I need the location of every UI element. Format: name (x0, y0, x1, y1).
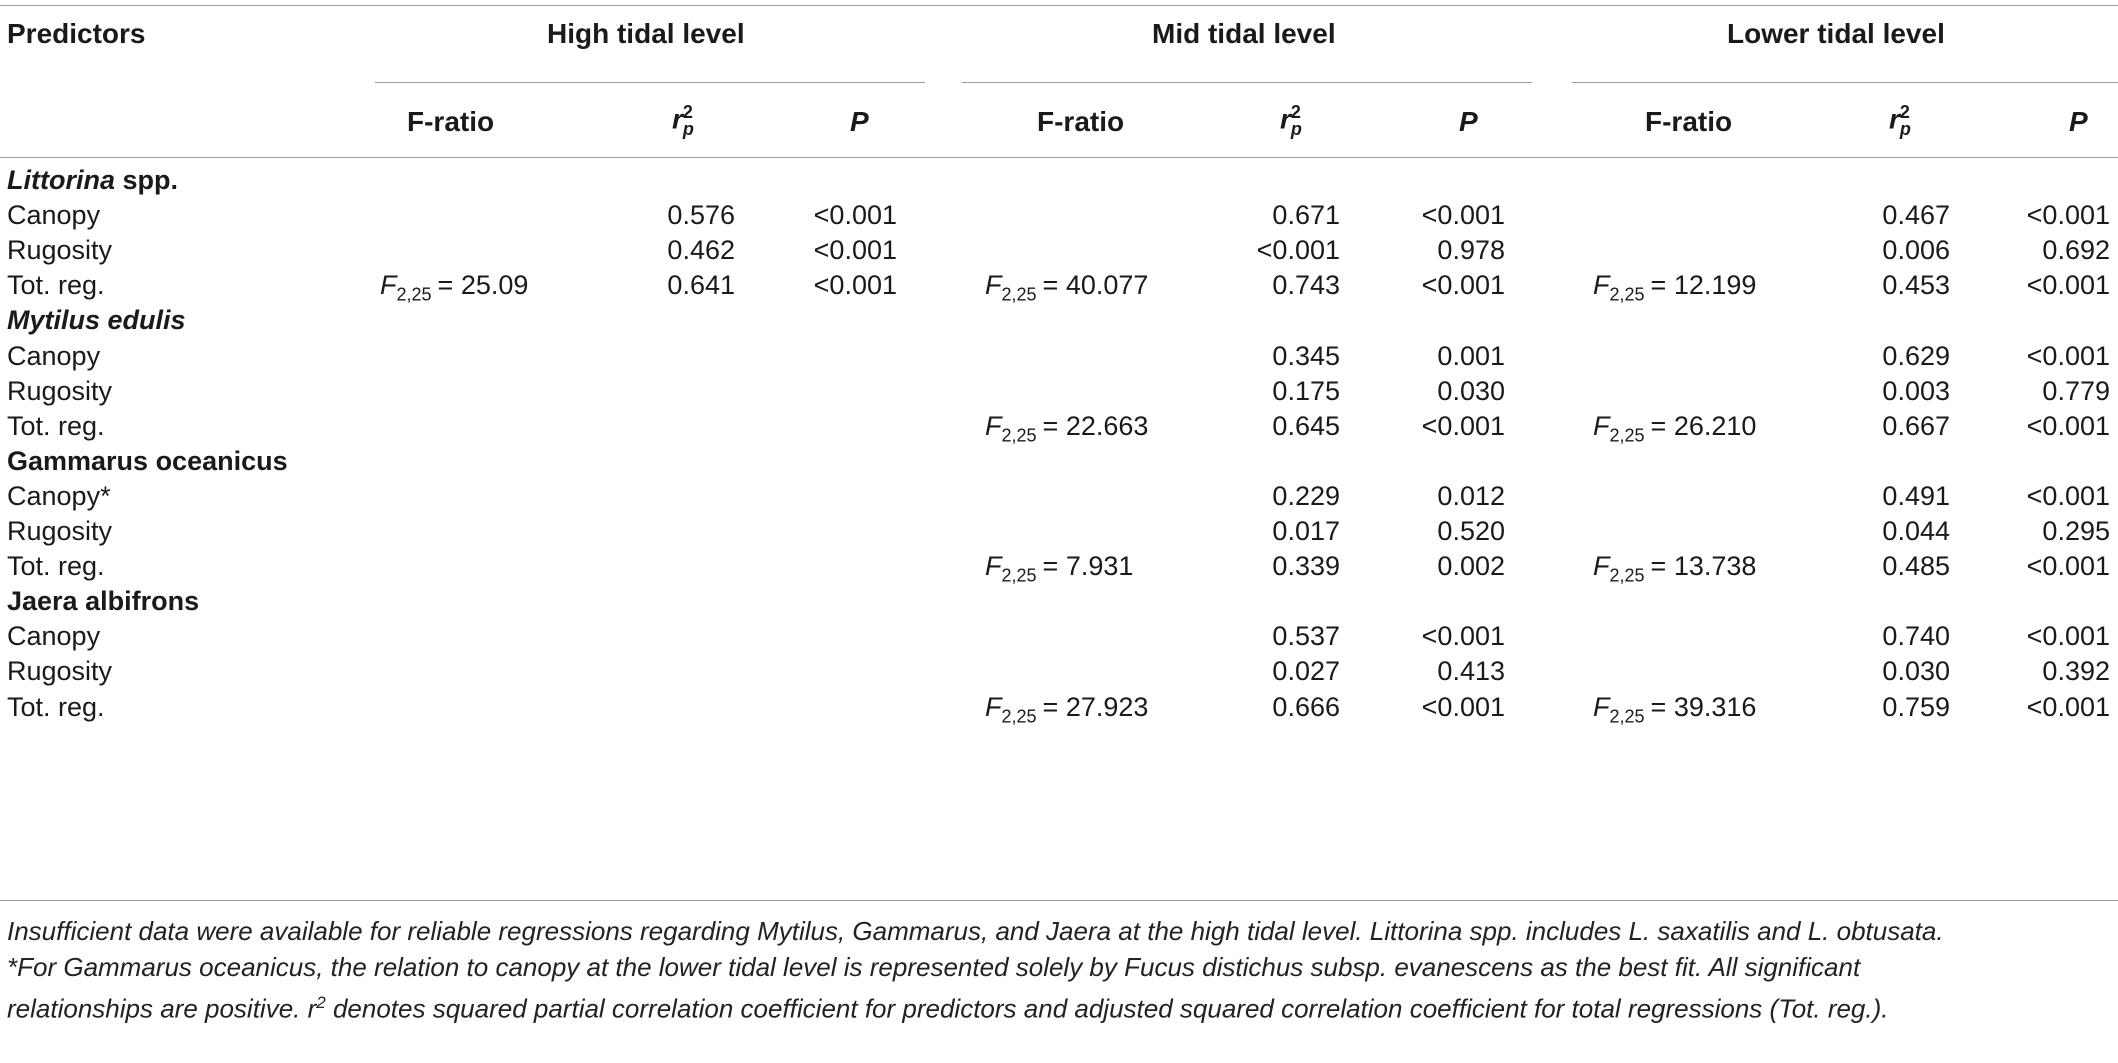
cell-hf: $F_{2,25} = 25.09$ (380, 270, 529, 305)
mid-p-header: P (1459, 106, 1478, 137)
cell-mr: <0.001 (1256, 235, 1340, 266)
cell-lp: <0.001 (2026, 270, 2110, 301)
cell-hp: <0.001 (813, 270, 897, 301)
cell-mf: $F_{2,25} = 40.077$ (985, 270, 1149, 305)
cell-lr: 0.044 (1882, 516, 1950, 546)
cell-lp: <0.001 (2026, 551, 2110, 582)
cell-lr: 0.453 (1882, 270, 1950, 301)
predictor-label: Rugosity (7, 656, 113, 687)
mid-tidal-header: Mid tidal level (1152, 18, 1336, 49)
cell-lp: 0.779 (2042, 375, 2110, 406)
cell-mr: 0.743 (1272, 270, 1340, 301)
high-tidal-header: High tidal level (547, 18, 745, 49)
species-label: Littorina spp. (7, 165, 179, 195)
high-group-rule (375, 82, 925, 83)
cell-lr: 0.003 (1882, 375, 1950, 406)
cell-lp: <0.001 (2026, 410, 2110, 441)
predictor-label: Rugosity (7, 375, 113, 406)
cell-mf: $F_{2,25} = 27.923$ (985, 691, 1149, 726)
cell-hr: 0.462 (667, 235, 735, 266)
lower-fratio-header: F-ratio (1645, 106, 1733, 137)
cell-mf: $F_{2,25} = 7.931$ (985, 551, 1134, 586)
predictor-label: Rugosity (7, 516, 113, 546)
cell-mp: <0.001 (1421, 410, 1505, 441)
predictor-label: Tot. reg. (7, 551, 105, 582)
cell-lp: <0.001 (2026, 200, 2110, 231)
lower-tidal-header: Lower tidal level (1727, 18, 1945, 49)
cell-mp: 0.001 (1437, 340, 1505, 371)
footnote-line-2: *For Gammarus oceanicus, the relation to canopy at the lower tidal level is represented solely by Fucus distichus subsp. evanescens as the best fit. All significant (7, 952, 1861, 982)
cell-lr: 0.629 (1882, 340, 1950, 371)
cell-mf: $F_{2,25} = 22.663$ (985, 410, 1149, 446)
cell-mp: 0.030 (1437, 375, 1505, 406)
high-fratio-header: F-ratio (407, 106, 495, 137)
lower-r2p-header: $r^2_p$ (1889, 102, 1911, 139)
predictor-label: Canopy (7, 200, 101, 231)
cell-mr: 0.339 (1272, 551, 1340, 582)
cell-lr: 0.667 (1882, 410, 1950, 441)
cell-mp: <0.001 (1421, 270, 1505, 301)
cell-lp: <0.001 (2026, 480, 2110, 511)
predictor-label: Tot. reg. (7, 410, 105, 441)
cell-lr: 0.467 (1882, 200, 1950, 231)
cell-mr: 0.537 (1272, 621, 1340, 652)
predictors-header: Predictors (7, 18, 146, 49)
cell-lr: 0.006 (1882, 235, 1950, 266)
cell-mr: 0.671 (1272, 200, 1340, 231)
cell-mp: 0.002 (1437, 551, 1505, 582)
cell-mr: 0.645 (1272, 410, 1340, 441)
predictor-label: Tot. reg. (7, 691, 105, 722)
footnote (7, 913, 2112, 1027)
species-label: Jaera albifrons (7, 586, 200, 617)
bottom-rule (0, 900, 2118, 901)
cell-lr: 0.740 (1882, 621, 1950, 652)
table-row (0, 692, 2118, 739)
footnote-line-3: relationships are positive. $r^2$ denotes squared partial correlation coefficient for predictors and adjusted squared correlation coefficient for total regressions (Tot. reg.). (7, 993, 1889, 1024)
cell-hr: 0.576 (667, 200, 735, 231)
cell-hr: 0.641 (667, 270, 735, 301)
cell-mp: <0.001 (1421, 691, 1505, 722)
predictor-label: Canopy* (7, 480, 111, 511)
lower-p-header: P (2069, 106, 2088, 137)
cell-lf: $F_{2,25} = 39.316$ (1593, 691, 1757, 726)
cell-mp: <0.001 (1421, 200, 1505, 231)
cell-mr: 0.666 (1272, 691, 1340, 722)
mid-group-rule (962, 82, 1532, 83)
predictor-label: Tot. reg. (7, 270, 105, 301)
high-r2p-header: $r^2_p$ (672, 102, 694, 139)
cell-mr: 0.345 (1272, 340, 1340, 371)
cell-lr: 0.030 (1882, 656, 1950, 687)
predictor-label: Canopy (7, 621, 101, 652)
cell-lf: $F_{2,25} = 26.210$ (1593, 410, 1757, 446)
cell-lp: <0.001 (2026, 340, 2110, 371)
predictor-label: Rugosity (7, 235, 113, 266)
cell-lf: $F_{2,25} = 12.199$ (1593, 270, 1757, 305)
cell-lp: 0.692 (2042, 235, 2110, 266)
cell-lp: 0.392 (2042, 656, 2110, 687)
mid-fratio-header: F-ratio (1037, 106, 1125, 137)
cell-mr: 0.027 (1272, 656, 1340, 687)
cell-mr: 0.175 (1272, 375, 1340, 406)
lower-group-rule (1572, 82, 2118, 83)
cell-mp: 0.012 (1437, 480, 1505, 511)
predictor-label: Canopy (7, 340, 101, 371)
footnote-line-1: Insufficient data were available for reliable regressions regarding Mytilus, Gammarus, and Jaera at the high tidal level. Littorina spp. includes L. saxatilis and L. obtusata. (7, 916, 1944, 946)
cell-mr: 0.229 (1272, 480, 1340, 511)
header-rule (0, 157, 2118, 158)
cell-mp: 0.520 (1437, 516, 1505, 546)
cell-lr: 0.491 (1882, 480, 1950, 511)
cell-lp: <0.001 (2026, 691, 2110, 722)
cell-mp: 0.413 (1437, 656, 1505, 687)
cell-lp: 0.295 (2042, 516, 2110, 546)
species-label: Mytilus edulis (7, 305, 186, 336)
cell-hp: <0.001 (813, 200, 897, 231)
cell-lf: $F_{2,25} = 13.738$ (1593, 551, 1757, 586)
cell-mp: 0.978 (1437, 235, 1505, 266)
cell-lp: <0.001 (2026, 621, 2110, 652)
species-label: Gammarus oceanicus (7, 445, 288, 476)
cell-lr: 0.485 (1882, 551, 1950, 582)
cell-hp: <0.001 (813, 235, 897, 266)
cell-mr: 0.017 (1272, 516, 1340, 546)
high-p-header: P (850, 106, 869, 137)
mid-r2p-header: $r^2_p$ (1280, 102, 1302, 139)
cell-lr: 0.759 (1882, 691, 1950, 722)
cell-mp: <0.001 (1421, 621, 1505, 652)
top-rule (0, 5, 2118, 6)
